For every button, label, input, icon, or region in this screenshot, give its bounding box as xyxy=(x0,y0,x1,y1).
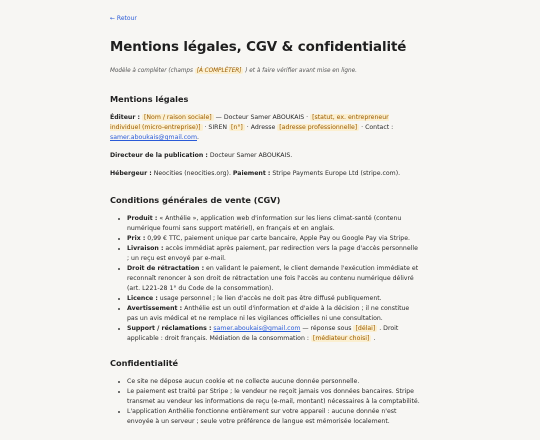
cgv-item-license xyxy=(110,294,420,304)
cgv-item-text: Anthélie est un outil d'information et d'aide à la décision ; il ne constitue pas un avis médical et ne remplace ni les vigilances officielles ni une consultation. xyxy=(127,305,410,322)
director-value: Docteur Samer ABOUKAIS. xyxy=(207,152,293,159)
cgv-item-label: Prix : xyxy=(127,235,146,242)
note-after: ) et à faire vérifier avant mise en ligne. xyxy=(243,68,357,74)
mediator-placeholder: [médiateur choisi] xyxy=(312,335,370,342)
cgv-heading: Conditions générales de vente (CGV) xyxy=(110,195,281,205)
editor-mid: — Docteur Samer ABOUKAIS · xyxy=(213,114,311,121)
cgv-item-support xyxy=(110,324,420,344)
cgv-item-text: accès immédiat après paiement, par redirection vers la page d'accès personnelle ; un reçu est envoyé par e-mail. xyxy=(127,245,418,262)
cgv-item-withdrawal xyxy=(110,264,420,294)
support-law: . Droit applicable : droit français. Médiation de la consommation : xyxy=(127,325,399,342)
cgv-item-label: Licence : xyxy=(127,295,158,302)
address-label: · Adresse xyxy=(244,124,278,131)
editor-name-placeholder: [Nom / raison sociale] xyxy=(144,114,212,121)
back-link[interactable]: ← Retour xyxy=(110,15,137,22)
editor-paragraph xyxy=(110,113,420,143)
support-email-link[interactable]: samer.aboukais@gmail.com xyxy=(213,325,301,332)
editor-label: Éditeur : xyxy=(110,114,141,121)
legal-heading: Mentions légales xyxy=(110,94,189,104)
privacy-item-payment: Le paiement est traité par Stripe ; le vendeur ne reçoit jamais vos données bancaires. Stripe transmet au vendeur les informations de reçu (e-mail, montant) nécessaires à la comptabilité. xyxy=(110,387,420,407)
cgv-item-text: 0,99 € TTC, paiement unique par carte bancaire, Apple Pay ou Google Pay via Stripe. xyxy=(145,235,410,242)
cgv-item-label: Livraison : xyxy=(127,245,164,252)
note-placeholder: [À COMPLÉTER] xyxy=(196,68,242,74)
siren-label: · SIREN xyxy=(202,124,229,131)
host-paragraph xyxy=(110,169,420,179)
cgv-list xyxy=(110,214,420,344)
contact-end: . xyxy=(196,134,199,141)
cgv-item-label: Avertissement : xyxy=(127,305,183,312)
support-mid: — réponse sous xyxy=(300,325,354,332)
template-note xyxy=(110,67,420,76)
cgv-item-warning xyxy=(110,304,420,324)
contact-label: · Contact : xyxy=(359,124,394,131)
note-before: Modèle à compléter (champs xyxy=(110,68,195,74)
director-paragraph xyxy=(110,151,420,161)
director-label: Directeur de la publication : xyxy=(110,152,208,159)
privacy-list xyxy=(110,377,420,427)
host-value: Neocities (neocities.org). xyxy=(151,170,233,177)
host-label: Hébergeur : xyxy=(110,170,152,177)
page-title: Mentions légales, CGV & confidentialité xyxy=(110,40,407,55)
address-placeholder: [adresse professionnelle] xyxy=(279,124,358,131)
privacy-heading: Confidentialité xyxy=(110,358,179,368)
contact-email-link[interactable]: samer.aboukais@gmail.com xyxy=(110,134,197,141)
support-end: . xyxy=(371,335,376,342)
support-delay-placeholder: [délai] xyxy=(355,325,376,332)
cgv-item-price xyxy=(110,234,420,244)
payment-value: Stripe Payments Europe Ltd (stripe.com). xyxy=(270,170,401,177)
cgv-item-label: Droit de rétractation : xyxy=(127,265,205,272)
cgv-item-label: Produit : xyxy=(127,215,158,222)
cgv-item-product xyxy=(110,214,420,234)
page-content xyxy=(110,15,420,440)
cgv-item-delivery xyxy=(110,244,420,264)
privacy-item-cookies: Ce site ne dépose aucun cookie et ne collecte aucune donnée personnelle. xyxy=(110,377,420,387)
support-label: Support / réclamations : xyxy=(127,325,212,332)
privacy-item-local: L'application Anthélie fonctionne entièrement sur votre appareil : aucune donnée n'est envoyée à un serveur ; seule votre préférence de langue est mémorisée localement. xyxy=(110,407,420,427)
cgv-item-text: « Anthélie », application web d'information sur les liens climat-santé (contenu numérique fourni sans support matériel), en français et en anglais. xyxy=(127,215,402,232)
cgv-item-text: en validant le paiement, le client demande l'exécution immédiate et reconnaît renoncer à son droit de rétractation une fois l'accès au contenu numérique délivré (art. L221-28 1° du Code de la consommation). xyxy=(127,265,419,292)
siren-placeholder: [n°] xyxy=(231,124,243,131)
payment-label: Paiement : xyxy=(232,170,271,177)
cgv-item-text: usage personnel ; le lien d'accès ne doit pas être diffusé publiquement. xyxy=(157,295,382,302)
editor-status-placeholder: [statut, ex. entrepreneur individuel (micro-entreprise)] xyxy=(110,114,389,131)
